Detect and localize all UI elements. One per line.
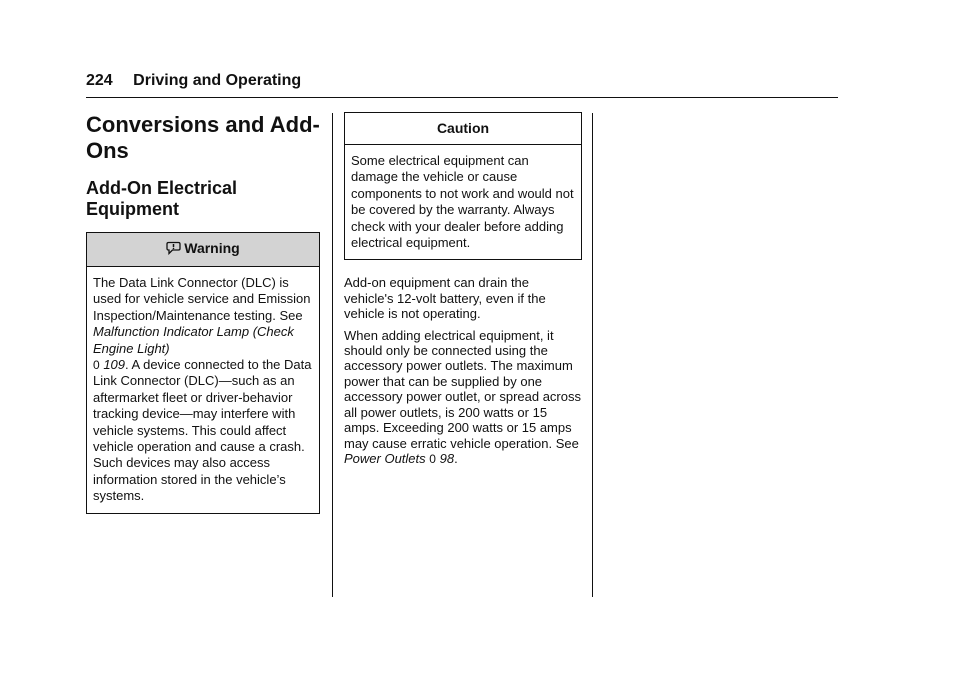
power-outlet-paragraph: When adding electrical equipment, it should only be connected using the accessory power outlets. The maximum power that can be supplied by one accessory power outlet, or spread across all power outlets, is 200 watts or 15 amps. Exceeding 200 watts or 15 amps may cause erratic vehicle operation. See Power Outlets 0 98. bbox=[344, 327, 581, 466]
right-column bbox=[344, 112, 582, 473]
page-title: Conversions and Add-Ons bbox=[86, 112, 320, 163]
warning-cross-reference[interactable]: Malfunction Indicator Lamp (Check Engine Light) bbox=[93, 324, 294, 356]
page-ref-glyph: 0 bbox=[429, 451, 436, 466]
warning-icon bbox=[166, 241, 181, 258]
power-outlets-reference[interactable]: Power Outlets bbox=[344, 450, 426, 466]
warning-label: Warning bbox=[184, 240, 240, 256]
left-column bbox=[86, 112, 320, 514]
page-ref-glyph: 0 bbox=[93, 358, 100, 373]
page-number: 224 bbox=[86, 72, 113, 89]
caution-header: Caution bbox=[345, 113, 581, 145]
section-title: Driving and Operating bbox=[133, 72, 302, 89]
subsection-title: Add-On Electrical Equipment bbox=[86, 178, 238, 219]
warning-text: The Data Link Connector (DLC) is used for vehicle service and Emission Inspection/Maintenance testing. See Malfunction Indicator Lamp (Check Engine Light) 0 109. A device connected to the Data Link Connector (DLC)—such as an aftermarket fleet or driver-behavior tracking device—may interfere with vehicle systems. This could affect vehicle operation and cause a crash. Such devices may also access information stored in the vehicle’s systems. bbox=[93, 275, 312, 504]
page-header bbox=[86, 72, 301, 90]
warning-box bbox=[86, 232, 320, 514]
column-divider-2 bbox=[592, 113, 593, 597]
caution-text: Some electrical equipment can damage the vehicle or cause components to not work and would not be covered by the warranty. Always check with your dealer before adding electrical equipment. bbox=[351, 153, 574, 251]
warning-header bbox=[87, 233, 319, 267]
column-divider-1 bbox=[332, 113, 333, 597]
warning-ref-page[interactable]: 109 bbox=[103, 357, 126, 373]
power-outlets-ref-page[interactable]: 98 bbox=[439, 450, 455, 466]
battery-paragraph: Add-on equipment can drain the vehicle's 12-volt battery, even if the vehicle is not operating. bbox=[344, 275, 546, 322]
caution-box bbox=[344, 112, 582, 260]
header-rule bbox=[86, 97, 838, 98]
